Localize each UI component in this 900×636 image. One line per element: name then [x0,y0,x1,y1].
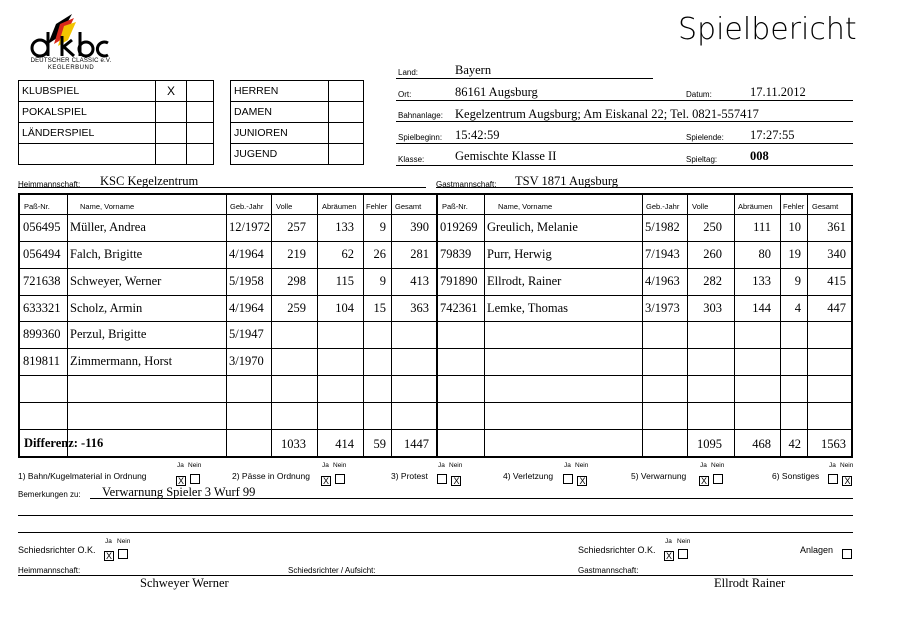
home-gesamt-cell[interactable]: 390 [410,220,429,234]
bahnanlage-label: Bahnanlage: [398,111,443,120]
category-mark[interactable] [329,123,364,144]
q2-ja-checkbox[interactable]: X [322,476,329,486]
question-6: 6) Sonstiges [772,471,820,481]
q1-ja-checkbox[interactable]: X [177,476,184,486]
category-mark[interactable] [329,81,364,102]
guest-fehler-cell[interactable]: 19 [788,247,801,261]
guest-geb-cell[interactable]: 7/1943 [645,247,680,261]
home-abr-cell[interactable]: 115 [335,274,354,288]
col-header-volle: Volle [692,202,709,211]
home-abr-cell[interactable]: 133 [335,220,354,234]
guest-abr-cell[interactable]: 111 [753,220,771,234]
q6-ja-checkbox[interactable] [828,474,838,484]
guest-name-cell[interactable]: Ellrodt, Rainer [487,274,562,288]
category-box [230,80,364,165]
home-geb-cell[interactable]: 4/1964 [229,247,264,261]
home-abr-cell[interactable]: 104 [335,301,354,315]
difference-label: Differenz: -116 [24,436,104,450]
game-type-row: POKALSPIEL [19,102,214,123]
guest-name-cell[interactable]: Lemke, Thomas [487,301,568,315]
home-name-cell[interactable]: Perzul, Brigitte [70,327,147,341]
question-2: 2) Pässe in Ordnung [232,471,310,481]
col-header-fehler: Fehler [366,202,388,211]
question-3: 3) Protest [391,471,428,481]
home-total-gesamt: 1447 [404,437,429,451]
col-header-pass: Paß-Nr. [24,202,50,211]
sig-home-name[interactable]: Schweyer Werner [140,576,229,590]
guest-gesamt-cell[interactable]: 340 [827,247,846,261]
guest-fehler-cell[interactable]: 9 [794,274,801,288]
bahnanlage-value[interactable]: Kegelzentrum Augsburg; Am Eiskanal 22; Tel. 0821-557417 [455,107,759,121]
home-name-cell[interactable]: Falch, Brigitte [70,247,143,261]
guest-pass-cell[interactable]: 791890 [440,274,478,288]
game-type-mark[interactable] [156,144,187,165]
land-value[interactable]: Bayern [455,63,492,77]
category-mark[interactable] [329,144,364,165]
home-fehler-cell[interactable]: 9 [379,274,386,288]
guest-name-cell[interactable]: Purr, Herwig [487,247,552,261]
logo [26,14,116,76]
home-geb-cell[interactable]: 12/1972 [229,220,270,234]
game-type-row: KLUBSPIEL X [19,81,214,102]
game-type-row [19,144,214,165]
home-fehler-cell[interactable]: 15 [373,301,386,315]
anlagen-label: Anlagen [800,545,834,555]
referee-ok-right-nein-checkbox[interactable] [678,549,688,559]
home-total-fehler: 59 [373,437,386,451]
home-total-abr: 414 [335,437,354,451]
col-header-name: Name, Vorname [498,202,553,211]
guest-abr-cell[interactable]: 80 [758,247,771,261]
logo-line1: DEUTSCHER CLASSIC e.V. [30,58,112,64]
q2-nein-checkbox[interactable] [335,474,345,484]
game-type-row: LÄNDERSPIEL [19,123,214,144]
home-geb-cell[interactable]: 5/1947 [229,327,264,341]
col-header-fehler: Fehler [783,202,805,211]
sig-home-label: Heimmannschaft: [18,566,81,575]
home-volle-cell[interactable]: 219 [287,247,306,261]
guest-total-abr: 468 [752,437,771,451]
home-name-cell[interactable]: Schweyer, Werner [70,274,162,288]
guest-volle-cell[interactable]: 303 [703,301,722,315]
home-pass-cell[interactable]: 819811 [23,354,61,368]
score-table [18,193,853,458]
guest-pass-cell[interactable]: 019269 [440,220,478,234]
home-geb-cell[interactable]: 3/1970 [229,354,264,368]
home-fehler-cell[interactable]: 9 [379,220,386,234]
spielbeginn-label: Spielbeginn: [398,133,443,142]
home-pass-cell[interactable]: 633321 [23,301,61,315]
guest-total-gesamt: 1563 [821,437,846,451]
guest-name-cell[interactable]: Greulich, Melanie [487,220,578,234]
guest-abr-cell[interactable]: 133 [752,274,771,288]
home-volle-cell[interactable]: 298 [287,274,306,288]
remarks-text[interactable]: Verwarnung Spieler 3 Wurf 99 [102,485,256,499]
q4-nein-checkbox[interactable]: X [579,476,586,486]
q3-ja-checkbox[interactable] [437,474,447,484]
spielende-label: Spielende: [686,133,724,142]
col-header-gesamt: Gesamt [812,202,839,211]
referee-ok-right-label: Schiedsrichter O.K. [578,545,656,555]
guest-geb-cell[interactable]: 5/1982 [645,220,680,234]
sig-guest-label: Gastmannschaft: [578,566,639,575]
home-total-volle: 1033 [281,437,306,451]
category-row: HERREN [231,81,364,102]
guest-geb-cell[interactable]: 3/1973 [645,301,680,315]
q1-nein-checkbox[interactable] [190,474,200,484]
col-header-abr: Abräumen [738,202,773,211]
home-team-name[interactable]: KSC Kegelzentrum [100,174,199,188]
col-header-pass: Paß-Nr. [442,202,468,211]
col-header-volle: Volle [276,202,293,211]
home-name-cell[interactable]: Scholz, Armin [70,301,143,315]
guest-volle-cell[interactable]: 260 [703,247,722,261]
category-row: JUNIOREN [231,123,364,144]
q3-nein-checkbox[interactable]: X [453,476,460,486]
home-pass-cell[interactable]: 056494 [23,247,61,261]
game-type-box [18,80,214,165]
anlagen-checkbox[interactable] [842,549,852,559]
home-gesamt-cell[interactable]: 363 [410,301,429,315]
spieltag-label: Spieltag: [686,155,718,164]
question-1: 1) Bahn/Kugelmaterial in Ordnung [18,471,147,481]
guest-team-name[interactable]: TSV 1871 Augsburg [515,174,619,188]
page-title: Spielbericht [678,12,857,47]
home-pass-cell[interactable]: 056495 [23,220,61,234]
guest-abr-cell[interactable]: 144 [752,301,771,315]
guest-pass-cell[interactable]: 79839 [440,247,472,261]
logo-line2: KEGLERBUND [47,65,95,71]
home-gesamt-cell[interactable]: 281 [410,247,429,261]
sig-ref-label: Schiedsrichter / Aufsicht: [288,566,376,575]
guest-gesamt-cell[interactable]: 415 [827,274,846,288]
home-volle-cell[interactable]: 257 [287,220,306,234]
ort-value[interactable]: 86161 Augsburg [455,85,538,99]
datum-label: Datum: [686,90,712,99]
col-header-geb: Geb.-Jahr [646,202,680,211]
referee-ok-left-nein-checkbox[interactable] [118,549,128,559]
game-type-mark[interactable]: X [156,81,187,102]
klasse-value[interactable]: Gemischte Klasse II [455,149,557,163]
referee-ok-left-ja-checkbox[interactable]: X [105,551,112,561]
home-geb-cell[interactable]: 4/1964 [229,301,264,315]
guest-total-fehler: 42 [788,437,801,451]
category-row: DAMEN [231,102,364,123]
home-pass-cell[interactable]: 721638 [23,274,61,288]
home-fehler-cell[interactable]: 26 [373,247,386,261]
sig-guest-name[interactable]: Ellrodt Rainer [714,576,786,590]
col-header-gesamt: Gesamt [395,202,422,211]
guest-geb-cell[interactable]: 4/1963 [645,274,680,288]
category-row: JUGEND [231,144,364,165]
col-header-abr: Abräumen [322,202,357,211]
guest-gesamt-cell[interactable]: 447 [827,301,846,315]
guest-gesamt-cell[interactable]: 361 [827,220,846,234]
spieltag-value[interactable]: 008 [750,149,769,163]
referee-ok-left-label: Schiedsrichter O.K. [18,545,96,555]
datum-value[interactable]: 17.11.2012 [750,85,806,99]
col-header-name: Name, Vorname [80,202,135,211]
guest-volle-cell[interactable]: 282 [703,274,722,288]
spielende-value[interactable]: 17:27:55 [750,128,795,142]
game-type-mark[interactable] [156,102,187,123]
home-volle-cell[interactable]: 259 [287,301,306,315]
logo-mark [26,14,116,58]
guest-total-volle: 1095 [697,437,722,451]
spielbeginn-value[interactable]: 15:42:59 [455,128,500,142]
home-name-cell[interactable]: Zimmermann, Horst [70,354,173,368]
guest-volle-cell[interactable]: 250 [703,220,722,234]
game-type-mark[interactable] [156,123,187,144]
home-gesamt-cell[interactable]: 413 [410,274,429,288]
question-4: 4) Verletzung [503,471,554,481]
land-label: Land: [398,68,419,77]
home-name-cell[interactable]: Müller, Andrea [70,220,146,234]
remarks-label: Bemerkungen zu: [18,490,81,499]
guest-fehler-cell[interactable]: 4 [794,301,801,315]
question-5: 5) Verwarnung [631,471,687,481]
q5-ja-checkbox[interactable]: X [700,476,707,486]
home-pass-cell[interactable]: 899360 [23,327,61,341]
ort-label: Ort: [398,90,412,99]
klasse-label: Klasse: [398,155,425,164]
home-geb-cell[interactable]: 5/1958 [229,274,264,288]
referee-ok-right-ja-checkbox[interactable]: X [665,551,672,561]
q4-ja-checkbox[interactable] [563,474,573,484]
col-header-geb: Geb.-Jahr [230,202,264,211]
category-mark[interactable] [329,102,364,123]
guest-fehler-cell[interactable]: 10 [788,220,801,234]
q6-nein-checkbox[interactable]: X [844,476,851,486]
home-team-label: Heimmannschaft: [18,180,81,189]
guest-pass-cell[interactable]: 742361 [440,301,478,315]
home-abr-cell[interactable]: 62 [341,247,354,261]
guest-team-label: Gastmannschaft: [436,180,497,189]
q5-nein-checkbox[interactable] [713,474,723,484]
